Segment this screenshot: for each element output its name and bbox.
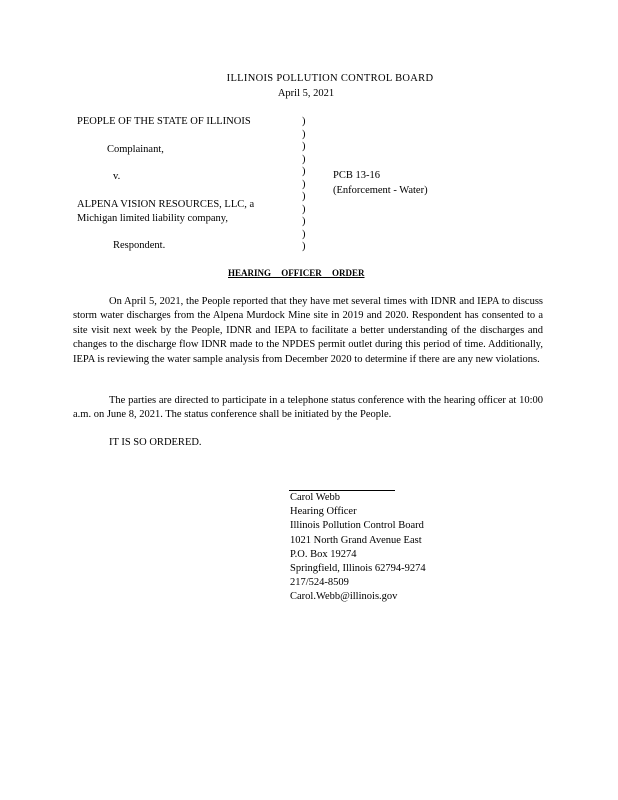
paren: )	[302, 216, 306, 227]
signature-name: Carol Webb	[290, 492, 340, 503]
paren: )	[302, 228, 306, 240]
paren: )	[302, 178, 306, 190]
paren: )	[302, 241, 306, 252]
signature-email: Carol.Webb@illinois.gov	[290, 591, 398, 603]
signature-city: Springfield, Illinois 62794-9274	[290, 562, 426, 574]
paren: )	[302, 153, 306, 165]
order-date: April 5, 2021	[277, 88, 335, 99]
paren: )	[302, 203, 306, 215]
board-title: ILLINOIS POLLUTION CONTROL BOARD	[226, 73, 434, 84]
order-heading: HEARING OFFICER ORDER	[228, 268, 365, 278]
paren: )	[302, 128, 306, 140]
caption-plaintiff-role: Complainant,	[107, 144, 164, 155]
order-paragraph-3	[73, 436, 543, 450]
signature-title: Hearing Officer	[290, 506, 357, 518]
signature-street: 1021 North Grand Avenue East	[290, 534, 422, 546]
caption-plaintiff: PEOPLE OF THE STATE OF ILLINOIS	[77, 116, 251, 127]
signature-phone: 217/524-8509	[290, 577, 349, 589]
caption-versus: v.	[113, 171, 121, 182]
caption-defendant-role: Respondent.	[113, 240, 166, 251]
paren: )	[302, 141, 306, 152]
order-paragraph-1	[73, 295, 543, 367]
order-paragraph-1-text: On April 5, 2021, the People reported that they have met several times with IDNR and IEPA to discuss storm water discharges from the Alpena Murdock Mine site in 2019 and 2020. Respondent has consented to a site visit next week by the People, IDNR and IEPA to facilitate a better understanding of the discharges and changes to the discharge flow IDNR made to the NPDES permit outlet during this period of time. Additionally, IEPA is reviewing the water sample analysis from December 2020 to determine if there are any new violations.	[73, 296, 543, 365]
paren: )	[302, 116, 306, 127]
case-number: PCB 13-16	[333, 170, 380, 181]
order-paragraph-2	[73, 394, 543, 423]
order-paragraph-2-text: The parties are directed to participate in a telephone status conference with the hearing officer at 10:00 a.m. on June 8, 2021. The status conference shall be initiated by the People.	[73, 395, 543, 421]
caption-paren-column	[302, 116, 306, 254]
case-type: (Enforcement - Water)	[333, 185, 428, 196]
paren: )	[302, 166, 306, 177]
signature-org: Illinois Pollution Control Board	[290, 520, 424, 532]
signature-po-box: P.O. Box 19274	[290, 548, 357, 560]
paren: )	[302, 191, 306, 202]
signature-block	[290, 491, 426, 605]
caption-defendant-line2: Michigan limited liability company,	[77, 213, 228, 224]
order-paragraph-3-text: IT IS SO ORDERED.	[109, 437, 202, 448]
caption-defendant-line1: ALPENA VISION RESOURCES, LLC, a	[77, 199, 255, 210]
